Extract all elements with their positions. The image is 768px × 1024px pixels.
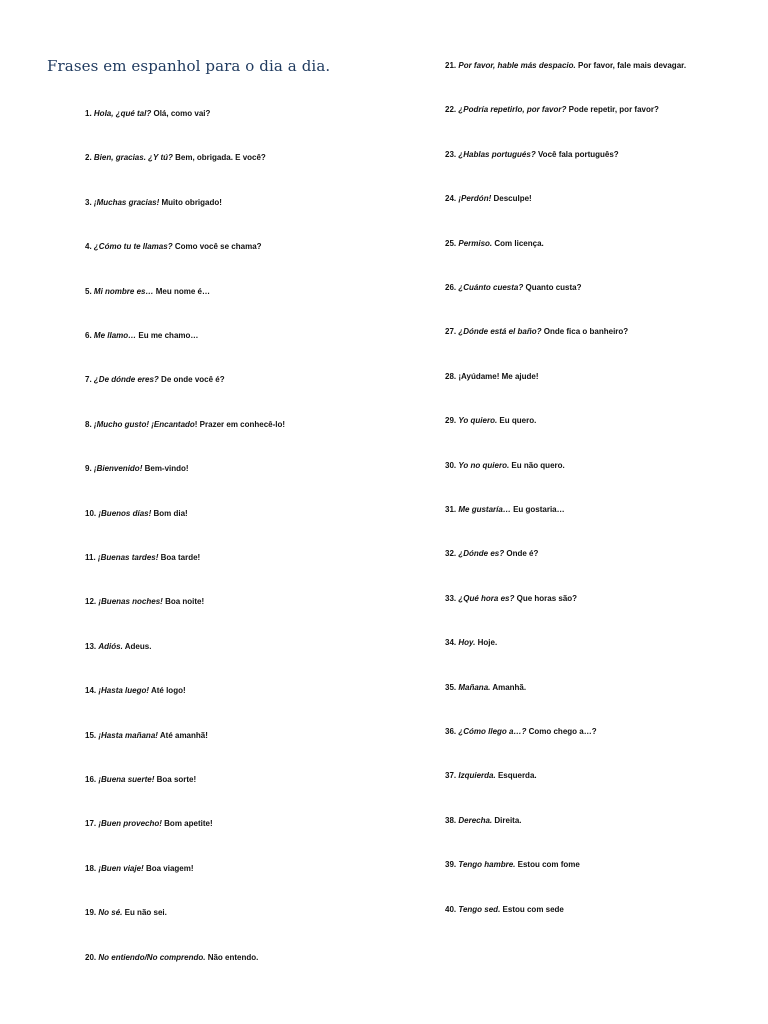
phrase-portuguese: Não entendo. [207,952,259,962]
phrase-number: 20. [85,952,97,962]
phrase-spanish: Yo no quiero. [458,460,510,470]
phrase-number: 34. [445,638,457,648]
phrase-spanish: Me gustaría… [458,505,511,514]
phrase-portuguese: Eu quero. [499,416,537,426]
phrase-item [445,327,628,337]
phrase-portuguese: Bom dia! [153,508,188,518]
phrase-portuguese: Boa noite! [165,597,205,607]
phrase-portuguese: Eu me chamo… [138,331,199,340]
phrase-item [85,509,188,519]
phrase-spanish: Mañana. [458,682,491,692]
phrase-portuguese: Com licença. [494,238,544,248]
phrase-number: 10. [85,508,97,518]
phrase-portuguese: De onde você é? [161,375,225,385]
phrase-number: 8. [85,419,92,429]
phrase-item [445,771,537,781]
phrase-spanish: ¡Bienvenido! [93,464,143,474]
phrase-item [445,638,497,648]
phrase-portuguese: Estou com fome [517,860,580,870]
phrase-number: 24. [445,194,457,204]
phrase-spanish: ¿Cómo llego a…? [458,727,527,736]
phrase-portuguese: Esquerda. [497,771,537,781]
phrase-number: 16. [85,775,97,784]
phrase-item [85,109,210,119]
phrase-spanish: ¿De dónde eres? [93,375,159,385]
phrase-item [445,816,522,826]
phrase-portuguese: Bom apetite! [164,819,213,829]
phrase-portuguese: Que horas são? [516,593,578,603]
phrase-number: 13. [85,641,97,651]
phrase-portuguese: Até logo! [150,686,186,696]
phrase-item [445,905,564,915]
phrase-portuguese: Boa viagem! [145,863,194,873]
phrase-number: 6. [85,331,92,340]
phrase-spanish: ¡Mucho gusto! ¡Encantado [93,419,195,429]
phrase-item [85,642,151,652]
phrase-portuguese: Amanhã. [492,682,527,692]
phrase-spanish: Tengo hambre. [458,860,516,870]
phrase-spanish: Mi nombre es… [93,286,154,296]
phrase-spanish: Bien, gracias. ¿Y tú? [93,153,173,163]
phrase-number: 23. [445,149,457,159]
phrase-number: 3. [85,197,92,207]
phrase-number: 22. [445,105,457,115]
phrase-item [85,464,189,474]
phrase-portuguese: Bem, obrigada. E você? [175,153,266,163]
phrase-item [85,908,167,918]
phrase-item [85,420,285,430]
phrase-item [445,372,539,382]
phrase-number: 19. [85,908,97,918]
phrase-portuguese: Como chego a…? [528,727,597,736]
phrase-spanish: ¡Muchas gracias! [93,197,160,207]
phrase-item [85,287,210,297]
phrase-spanish: ¿Podría repetirlo, por favor? [458,105,567,115]
phrase-spanish: ¡Buenas noches! [98,597,163,607]
phrase-number: 21. [445,61,457,70]
phrase-spanish: ¿Cuánto cuesta? [458,283,524,292]
phrase-portuguese: Muito obrigado! [161,197,222,207]
phrase-spanish: Yo quiero. [458,416,498,426]
phrase-spanish: Permiso. [458,238,493,248]
phrase-item [85,597,204,607]
document-title: Frases em espanhol para o dia a dia. [47,57,331,75]
phrase-spanish: Derecha. [458,815,493,825]
phrase-number: 11. [85,553,96,562]
phrase-number: 39. [445,860,457,870]
phrase-item [85,198,222,208]
phrase-item [85,686,186,696]
phrase-portuguese: Eu não sei. [124,908,167,918]
phrase-item [445,283,582,293]
phrase-number: 40. [445,904,457,914]
phrase-portuguese: Boa sorte! [156,775,197,784]
phrase-item [85,242,262,252]
phrase-spanish: ¡Hasta luego! [98,686,150,696]
phrase-portuguese: ¡Ayúdame! Me ajude! [458,371,539,381]
phrase-item [445,150,619,160]
phrase-portuguese: Desculpe! [493,194,532,204]
phrase-item [85,375,225,385]
phrase-spanish: ¡Hasta mañana! [98,730,158,740]
phrase-portuguese: Adeus. [124,641,152,651]
phrase-spanish: ¿Cómo tu te llamas? [93,242,173,252]
phrase-number: 31. [445,505,457,514]
phrase-portuguese: Estou com sede [502,904,564,914]
phrase-item [445,194,532,204]
phrase-number: 12. [85,597,97,607]
phrase-spanish: No entiendo/No comprendo. [98,952,206,962]
phrase-item [85,731,208,741]
phrase-portuguese: Onde fica o banheiro? [543,327,629,337]
phrase-item [445,594,577,604]
phrase-spanish: ¡Buenos días! [98,508,152,518]
phrase-spanish: ¡Buena suerte! [98,775,155,784]
phrase-portuguese: Bem-vindo! [144,464,189,474]
phrase-portuguese: Até amanhã! [159,730,208,740]
phrase-number: 25. [445,238,457,248]
phrase-number: 27. [445,327,457,337]
phrase-number: 17. [85,819,97,829]
phrase-spanish: Izquierda. [458,771,496,781]
phrase-number: 33. [445,593,457,603]
phrase-item [85,553,200,563]
phrase-item [445,727,597,737]
phrase-portuguese: Por favor, fale mais devagar. [577,61,687,70]
phrase-spanish: Por favor, hable más despacio. [458,61,576,70]
phrase-item [445,461,565,471]
phrase-number: 38. [445,815,457,825]
phrase-spanish: ¿Dónde es? [458,549,505,559]
phrase-number: 5. [85,286,92,296]
phrase-spanish: No sé. [98,908,123,918]
phrase-spanish: ¡Buen viaje! [98,863,144,873]
phrase-item [85,819,213,829]
phrase-portuguese: Onde é? [506,549,539,559]
phrase-number: 28. [445,371,457,381]
phrase-spanish: ¿Dónde está el baño? [458,327,542,337]
phrase-portuguese: Quanto custa? [525,283,582,292]
phrase-item [445,683,526,693]
phrase-item [445,61,686,71]
phrase-portuguese: Eu não quero. [511,460,565,470]
phrase-spanish: ¿Qué hora es? [458,593,515,603]
phrase-spanish: ¡Buen provecho! [98,819,162,829]
phrase-item [445,860,580,870]
phrase-portuguese: Pode repetir, por favor? [568,105,659,115]
phrase-number: 37. [445,771,457,781]
phrase-portuguese: Você fala português? [537,149,619,159]
phrase-portuguese: Olá, como vai? [153,109,211,118]
phrase-item [85,864,194,874]
phrase-number: 15. [85,730,97,740]
phrase-item [445,239,544,249]
phrase-number: 2. [85,153,92,163]
phrase-item [445,549,538,559]
phrase-item [445,416,536,426]
phrase-number: 18. [85,863,97,873]
phrase-item [85,953,258,963]
phrase-spanish: Hoy. [458,638,476,648]
phrase-portuguese: Hoje. [477,638,498,648]
phrase-portuguese: ! Prazer em conhecê-lo! [194,419,286,429]
phrase-number: 26. [445,283,457,292]
phrase-spanish: Adiós. [98,641,123,651]
phrase-spanish: Hola, ¿qué tal? [93,109,152,118]
phrase-item [85,775,196,785]
phrase-number: 7. [85,375,92,385]
phrase-number: 35. [445,682,457,692]
phrase-portuguese: Como você se chama? [174,242,262,252]
phrase-number: 4. [85,242,92,252]
phrase-item [445,505,565,515]
phrase-item [85,153,266,163]
phrase-portuguese: Eu gostaria… [513,505,565,514]
phrase-spanish: Tengo sed. [458,904,501,914]
phrase-spanish: ¡Perdón! [458,194,492,204]
phrase-number: 14. [85,686,97,696]
phrase-number: 29. [445,416,457,426]
phrase-number: 9. [85,464,92,474]
phrase-spanish: Me llamo… [93,331,137,340]
phrase-number: 30. [445,460,457,470]
phrase-number: 32. [445,549,457,559]
phrase-spanish: ¿Hablas portugués? [458,149,536,159]
phrase-item [445,105,659,115]
phrase-spanish: ¡Buenas tardes! [97,553,159,562]
phrase-number: 1. [85,109,92,118]
phrase-item [85,331,198,341]
phrase-portuguese: Boa tarde! [160,553,201,562]
phrase-number: 36. [445,727,457,736]
phrase-portuguese: Direita. [494,815,522,825]
phrase-portuguese: Meu nome é… [155,286,210,296]
